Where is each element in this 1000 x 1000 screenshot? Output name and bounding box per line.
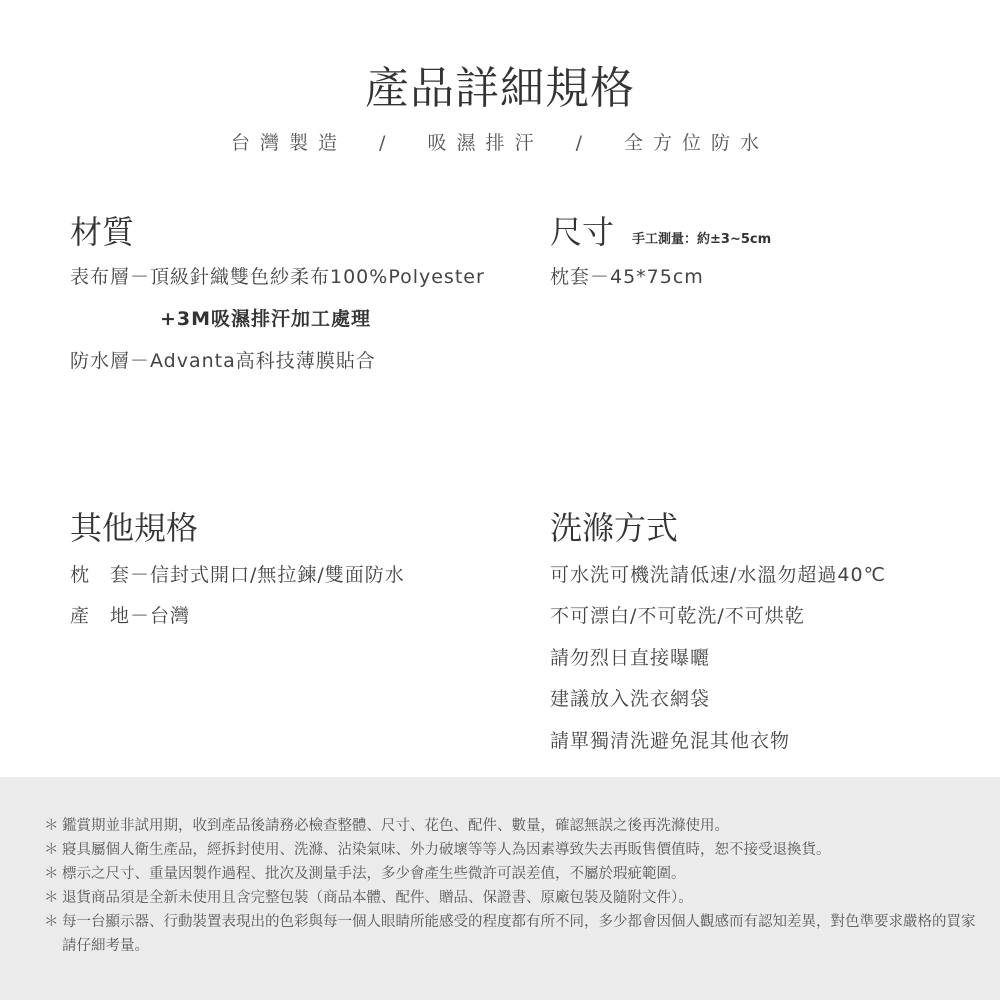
note-item	[44, 910, 984, 958]
other-line-2: 產 地－台灣	[70, 605, 191, 627]
material-line-3: 防水層－Advanta高科技薄膜貼合	[70, 350, 376, 372]
asterisk-mark: ＊	[44, 914, 59, 930]
other-section	[70, 503, 198, 549]
subtitle: 台灣製造 / 吸濕排汗 / 全方位防水	[230, 132, 770, 154]
wash-line-1: 可水洗可機洗請低速/水溫勿超過40℃	[550, 564, 886, 586]
note-text: 標示之尺寸、重量因製作過程、批次及測量手法，多少會產生些微許可誤差值，不屬於瑕疵範圍。	[62, 866, 686, 882]
wash-section	[550, 503, 678, 549]
note-item	[44, 814, 984, 838]
note-text: 寢具屬個人衛生產品，經拆封使用、洗滌、沾染氣味、外力破壞等等人為因素導致失去再販售價值時，恕不接受退換貨。	[62, 842, 831, 858]
notes-panel	[0, 777, 1000, 1000]
note-text: 每一台顯示器、行動裝置表現出的色彩與每一個人眼睛所能感受的程度都有所不同，多少都會因個人觀感而有認知差異，對色準要求嚴格的買家請仔細考量。	[62, 914, 976, 954]
asterisk-mark: ＊	[44, 818, 59, 834]
page-title: 產品詳細規格	[365, 63, 635, 114]
wash-line-3: 請勿烈日直接曝曬	[550, 647, 711, 669]
material-line-1: 表布層－頂級針織雙色紗柔布100%Polyester	[70, 266, 485, 288]
asterisk-mark: ＊	[44, 866, 59, 882]
note-item	[44, 862, 984, 886]
size-note: 手工測量：約±3~5cm	[632, 232, 772, 247]
size-line-1: 枕套－45*75cm	[550, 266, 704, 288]
wash-heading: 洗滌方式	[550, 509, 679, 547]
wash-line-2: 不可漂白/不可乾洗/不可烘乾	[550, 605, 805, 627]
material-heading: 材質	[70, 213, 135, 251]
material-section	[70, 207, 134, 253]
notes-list	[44, 814, 984, 958]
asterisk-mark: ＊	[44, 890, 59, 906]
wash-line-4: 建議放入洗衣網袋	[550, 688, 711, 710]
note-item	[44, 886, 984, 910]
other-heading: 其他規格	[70, 509, 199, 547]
asterisk-mark: ＊	[44, 842, 59, 858]
wash-line-5: 請單獨清洗避免混其他衣物	[550, 730, 791, 752]
size-heading: 尺寸	[550, 213, 615, 251]
size-section	[550, 207, 771, 253]
note-text: 鑑賞期並非試用期，收到產品後請務必檢查整體、尺寸、花色、配件、數量，確認無誤之後再洗滌使用。	[62, 818, 729, 834]
material-line-2: +3M吸濕排汗加工處理	[160, 308, 372, 330]
other-line-1: 枕 套－信封式開口/無拉鍊/雙面防水	[70, 564, 405, 586]
note-text: 退貨商品須是全新未使用且含完整包裝（商品本體、配件、贈品、保證書、原廠包裝及隨附文件）。	[62, 890, 693, 906]
note-item	[44, 838, 984, 862]
